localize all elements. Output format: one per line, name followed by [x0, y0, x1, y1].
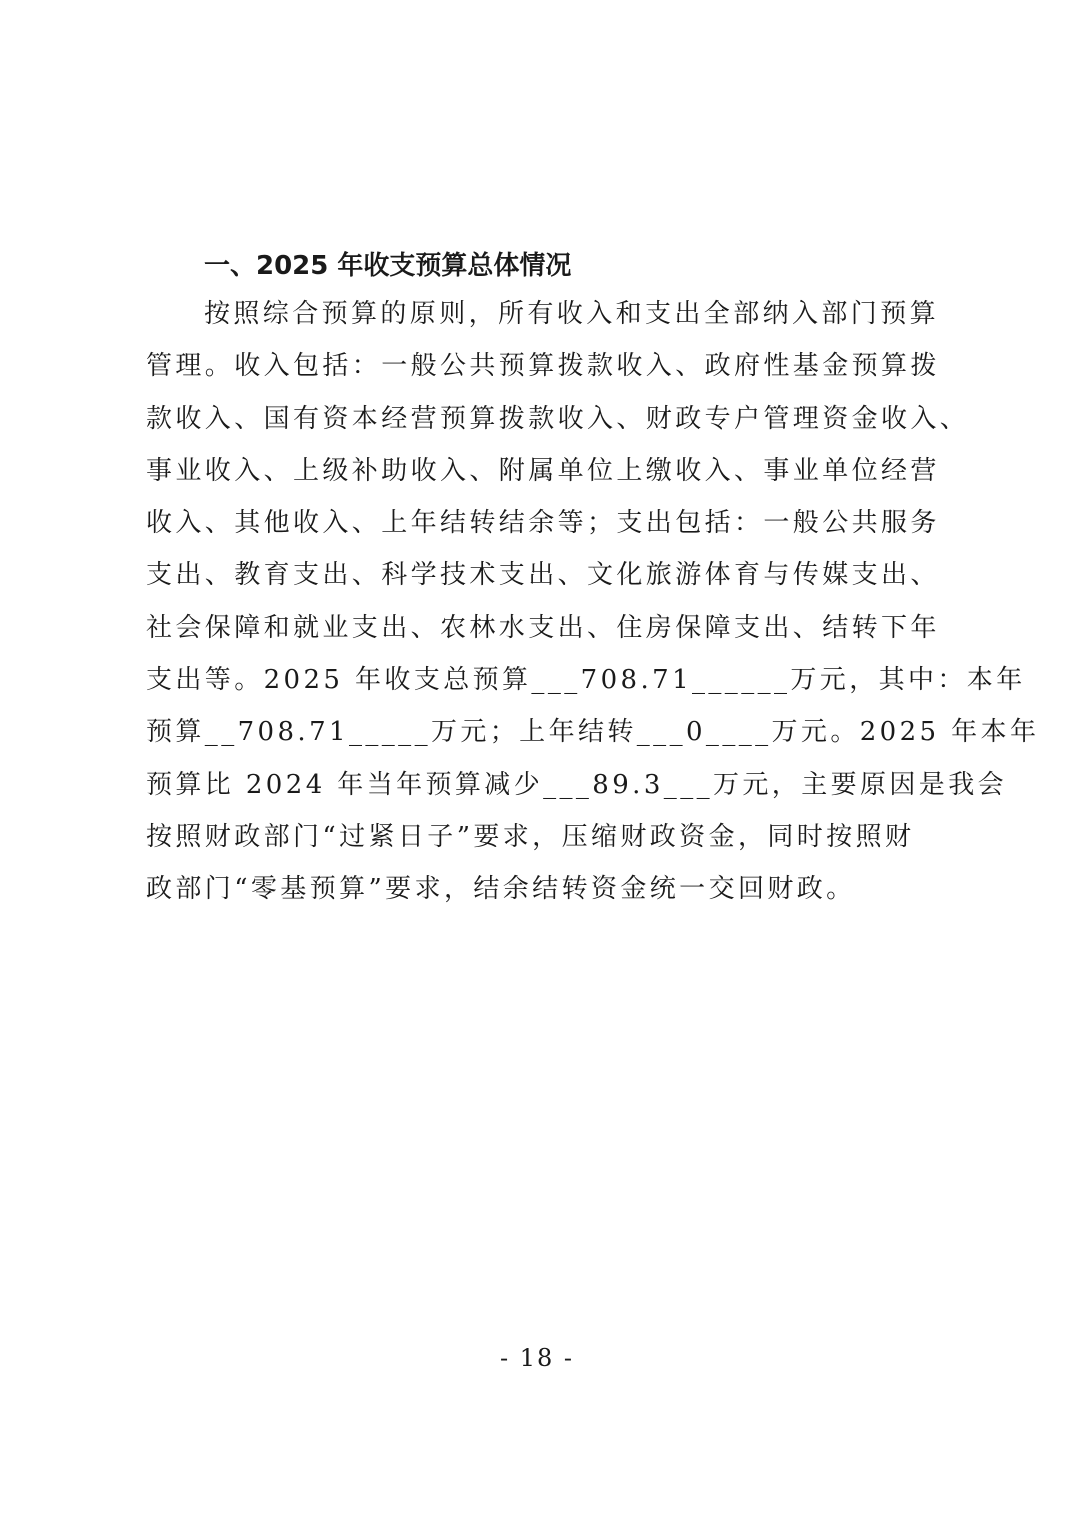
paragraph-line: 按照财政部门“过紧日子”要求，压缩财政资金，同时按照财 [146, 821, 915, 852]
paragraph-line: 预算比 2024 年当年预算减少___89.3___万元，主要原因是我会 [146, 769, 1007, 800]
paragraph-line: 支出、教育支出、科学技术支出、文化旅游体育与传媒支出、 [146, 560, 940, 591]
paragraph-line: 政部门“零基预算”要求，结余结转资金统一交回财政。 [146, 874, 856, 905]
paragraph-line: 社会保障和就业支出、农林水支出、住房保障支出、结转下年 [146, 612, 940, 643]
paragraph-line: 预算__708.71_____万元；上年结转___0____万元。2025 年本年 [146, 717, 1040, 748]
paragraph-line: 按照综合预算的原则，所有收入和支出全部纳入部门预算 [204, 299, 940, 329]
paragraph-line: 管理。收入包括：一般公共预算拨款收入、政府性基金预算拨 [146, 351, 940, 382]
paragraph-line: 款收入、国有资本经营预算拨款收入、财政专户管理资金收入、 [146, 403, 970, 434]
paragraph-line: 支出等。2025 年收支总预算___708.71______万元，其中：本年 [146, 665, 1026, 696]
body-paragraph [146, 288, 1040, 916]
paragraph-line: 事业收入、上级补助收入、附属单位上缴收入、事业单位经营 [146, 455, 940, 486]
paragraph-line: 收入、其他收入、上年结转结余等；支出包括：一般公共服务 [146, 508, 940, 539]
section-heading: 一、2025 年收支预算总体情况 [204, 251, 572, 281]
page-number: - 18 - [499, 1344, 574, 1372]
